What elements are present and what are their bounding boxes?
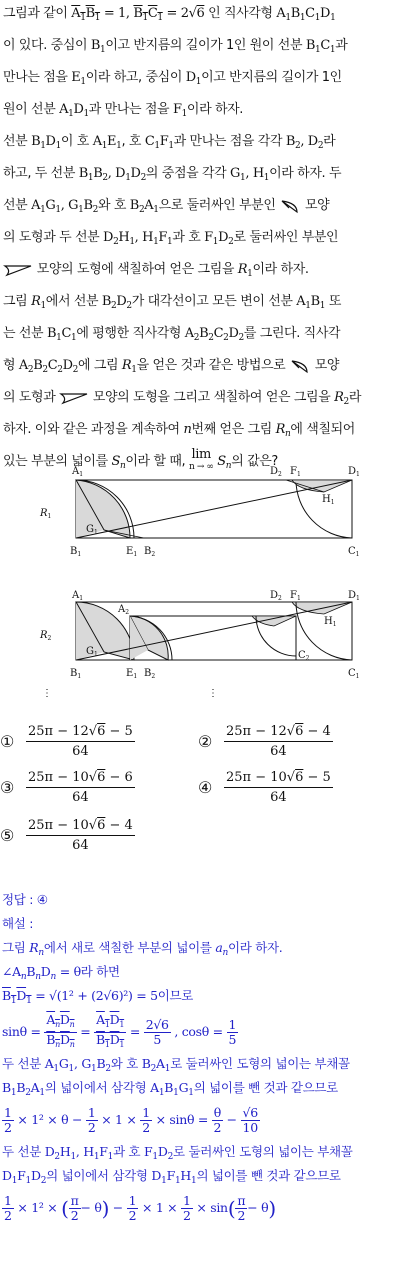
- pennant-shape-icon: [3, 263, 33, 277]
- label-r2-e1: $E_1$: [126, 668, 138, 680]
- label-b2: $B_2$: [144, 546, 156, 558]
- problem-line-14: 하자. 이와 같은 과정을 계속하여 n번째 얻은 그림 $R_n$에 색칠되어: [3, 422, 355, 439]
- label-r2-b1: $B_1$: [70, 668, 82, 680]
- leaf-shape-icon-2: [289, 358, 311, 374]
- label-g1: $G_1$: [86, 524, 98, 536]
- shaded-pennant-r2-2: [252, 616, 296, 626]
- leaf-shape-icon: [279, 198, 301, 214]
- solution-line-3: $B_1D_1 = √(1^2 + (2√6)^2) = 5$이므로: [2, 988, 194, 1006]
- problem-line-15: 있는 부분의 넓이를 $S_n$이라 할 때, lim n → ∞ $S_n$의 값은?: [3, 447, 278, 472]
- figure-label-r1: $R_1$: [40, 508, 52, 520]
- problem-line-3: 만나는 점을 $E_1$이라 하고, 중심이 $D_1$이고 반지름의 길이가 1인: [3, 70, 342, 87]
- label-r2-g1: $G_1$: [86, 646, 98, 658]
- problem-line-4: 원이 선분 $A_1D_1$과 만나는 점을 $F_1$이라 하자.: [3, 102, 244, 119]
- problem-line-6: 하고, 두 선분 $B_1B_2$, $D_1D_2$의 중점을 각각 $G_1$, $H_1$이라 하자. 두: [3, 166, 342, 183]
- label-r2-c1: $C_1$: [348, 668, 360, 680]
- solution-line-6: $B_1B_2A_1$의 넓이에서 삼각형 $A_1B_1G_1$의 넓이를 뺀 것과 같으므로: [2, 1080, 338, 1098]
- label-r2-h1: $H_1$: [324, 616, 337, 628]
- problem-line-12: 형 $A_2B_2C_2D_2$에 그림 $R_1$을 얻은 것과 같은 방법으로 모양: [3, 358, 340, 375]
- solution-line-8: 두 선분 $D_2H_1$, $H_1F_1$과 호 $F_1D_2$로 둘러싸인 도형의 넓이는 부채꼴: [2, 1144, 353, 1162]
- choice-4[interactable]: ④ $\frac{25\pi - 10√6 - 5}{64}$: [198, 770, 331, 805]
- problem-line-10: 그림 $R_1$에서 선분 $B_2D_2$가 대각선이고 모든 변이 선분 $A_1B_1$ 또: [3, 294, 342, 311]
- label-b1: $B_1$: [70, 546, 82, 558]
- solution-label: 해설 :: [2, 916, 34, 931]
- label-f1: $F_1$: [290, 466, 301, 478]
- label-r2-d2: $D_2$: [270, 590, 282, 602]
- label-r2-c2: $C_2$: [298, 650, 310, 662]
- problem-line-11: 는 선분 $B_1C_1$에 평행한 직사각형 $A_2B_2C_2D_2$를 그린다. 직사각: [3, 326, 341, 343]
- choice-1[interactable]: ① $\frac{25\pi - 12√6 - 5}{64}$: [0, 724, 133, 759]
- problem-line-1: 그림과 같이 $A_1B_1 = 1$, $B_1C_1 = 2√6$ 인 직사각형 $A_1B_1C_1D_1$: [3, 6, 336, 23]
- choice-3[interactable]: ③ $\frac{25\pi - 10√6 - 6}{64}$: [0, 770, 133, 805]
- problem-line-8: 의 도형과 두 선분 $D_2H_1$, $H_1F_1$과 호 $F_1D_2$로 둘러싸인 부분인: [3, 230, 339, 247]
- solution-line-2: $\angle A_nB_nD_n = \theta$라 하면: [2, 964, 120, 982]
- label-d1: $D_1$: [348, 466, 360, 478]
- solution-line-9: $D_1F_1D_2$의 넓이에서 삼각형 $D_1F_1H_1$의 넓이를 뺀 것과 같으므로: [2, 1168, 341, 1186]
- limit-expression: lim n → ∞: [188, 447, 214, 472]
- label-r2-b2: $B_2$: [144, 668, 156, 680]
- problem-line-9: 모양의 도형에 색칠하여 얻은 그림을 $R_1$이라 하자.: [3, 256, 397, 288]
- pennant-shape-icon-2: [59, 391, 89, 405]
- label-r2-a1: $A_1$: [72, 590, 84, 602]
- label-c1: $C_1$: [348, 546, 360, 558]
- label-a1: $A_1$: [72, 466, 84, 478]
- label-e1: $E_1$: [126, 546, 138, 558]
- label-r2-d1: $D_1$: [348, 590, 360, 602]
- solution-line-7: $\frac{1}{2}$ × 1² × θ − $\frac{1}{2}$ × 1 × $\frac{1}{2}$ × sinθ = $\frac{\theta}{2}$ − $\frac{√6}{10}$: [4, 1105, 258, 1135]
- vertical-dots-center: ⋮: [208, 688, 218, 699]
- figure-r1: [34, 458, 366, 566]
- answer-line: 정답 : ④: [2, 892, 48, 907]
- figure-r2: [34, 586, 366, 704]
- label-h1: $H_1$: [322, 494, 335, 506]
- problem-line-7: 선분 $A_1G_1$, $G_1B_2$와 호 $B_2A_1$으로 둘러싸인 부분인 모양: [3, 198, 330, 215]
- label-r2-f1: $F_1$: [290, 590, 301, 602]
- problem-line-2: 이 있다. 중심이 $B_1$이고 반지름의 길이가 1인 원이 선분 $B_1C_1$과: [3, 38, 348, 55]
- solution: [0, 888, 400, 1228]
- solution-line-4: sinθ = $A_nD_n$ $B_nD_n$ = $\frac{A_1D_1}{B_1D_1}$ = $\frac{2√6}{5}$ , cosθ = $\frac{1}{5}$: [2, 1012, 237, 1049]
- choice-5[interactable]: ⑤ $\frac{25\pi - 10√6 - 4}{64}$: [0, 818, 133, 853]
- solution-line-1: 그림 $R_n$에서 새로 색칠한 부분의 넓이를 $a_n$이라 하자.: [2, 940, 283, 958]
- solution-line-10: $\frac{1}{2}$ × 1² × ( $\frac{\pi}{2}$ − θ) − $\frac{1}{2}$ × 1 × $\frac{1}{2}$ × sin( $\frac{\pi}{2}$ − θ): [4, 1193, 276, 1223]
- label-r2-a2: $A_2$: [118, 604, 130, 616]
- problem-text: [0, 0, 400, 480]
- problem-line-5: 선분 $B_1D_1$이 호 $A_1E_1$, 호 $C_1F_1$과 만나는 점을 각각 $B_2$, $D_2$라: [3, 134, 336, 151]
- solution-line-5: 두 선분 $A_1G_1$, $G_1B_2$와 호 $B_2A_1$로 둘러싸인 도형의 넓이는 부채꼴: [2, 1056, 350, 1074]
- figure-label-r2: $R_2$: [40, 630, 52, 642]
- problem-line-13: 의 도형과 모양의 도형을 그리고 색칠하여 얻은 그림을 $R_2$라: [3, 390, 361, 407]
- label-d2: $D_2$: [270, 466, 282, 478]
- vertical-dots-left: ⋮: [42, 688, 52, 699]
- choice-2[interactable]: ② $\frac{25\pi - 12√6 - 4}{64}$: [198, 724, 331, 759]
